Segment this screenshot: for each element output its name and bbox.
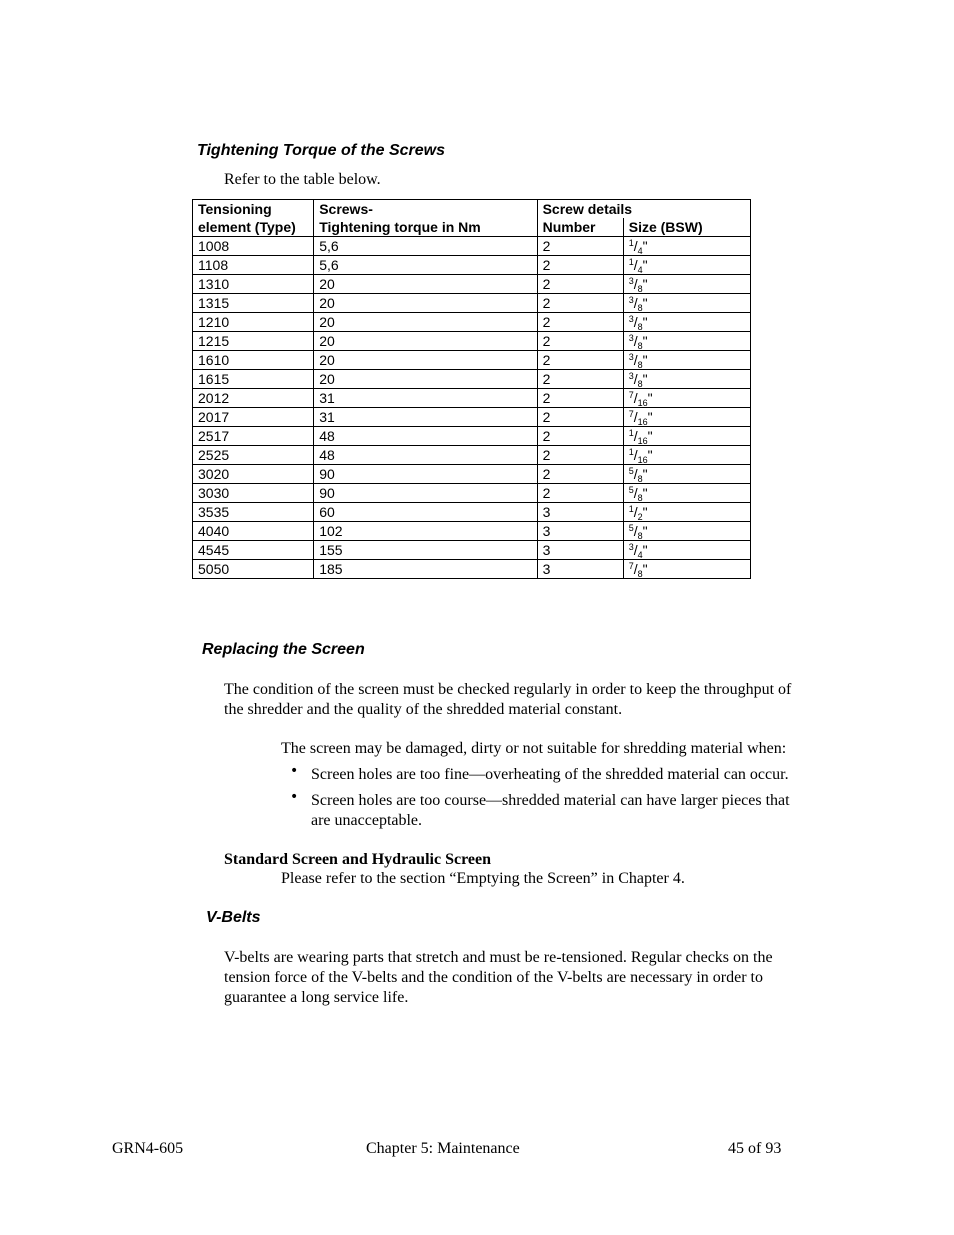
- fraction: $^1/_2$": [628, 504, 648, 522]
- cell-type: 1210: [193, 313, 314, 332]
- cell-size: [623, 446, 750, 465]
- fraction: $^5/_8$": [628, 523, 648, 541]
- cell-type: 1310: [193, 275, 314, 294]
- torque-table-body: [193, 237, 751, 579]
- fraction-numerator: 3: [628, 295, 634, 305]
- table-row: [193, 332, 751, 351]
- table-header-row-1: [193, 200, 751, 219]
- table-row: [193, 351, 751, 370]
- inch-mark: ": [642, 504, 648, 520]
- fraction-numerator: 7: [628, 390, 634, 400]
- fraction-numerator: 3: [628, 276, 634, 286]
- cell-size: [623, 541, 750, 560]
- inch-mark: ": [642, 542, 648, 558]
- fraction-denominator: 8: [637, 303, 643, 313]
- footer-doc-id: GRN4-605: [112, 1140, 184, 1157]
- cell-number: 2: [537, 370, 623, 389]
- fraction-numerator: 3: [628, 542, 634, 552]
- inch-mark: ": [642, 257, 648, 273]
- cell-type: 4040: [193, 522, 314, 541]
- cell-type: 2017: [193, 408, 314, 427]
- table-row: [193, 370, 751, 389]
- header-type-line2: element (Type): [193, 218, 314, 237]
- inch-mark: ": [642, 314, 648, 330]
- table-row: [193, 389, 751, 408]
- cell-size: [623, 465, 750, 484]
- fraction: $^3/_8$": [628, 352, 648, 370]
- cell-torque: 20: [314, 313, 537, 332]
- fraction-denominator: 8: [637, 379, 643, 389]
- cell-number: 2: [537, 256, 623, 275]
- fraction-numerator: 5: [628, 466, 634, 476]
- cell-type: 1215: [193, 332, 314, 351]
- table-row: [193, 313, 751, 332]
- cell-torque: 5,6: [314, 237, 537, 256]
- cell-number: 2: [537, 351, 623, 370]
- fraction-denominator: 4: [637, 246, 643, 256]
- table-row: [193, 484, 751, 503]
- screen-para-line2: the shredder and the quality of the shredded material constant.: [224, 701, 623, 718]
- table-row: [193, 446, 751, 465]
- section-title-vbelts: V-Belts: [206, 909, 261, 926]
- fraction: $^3/_8$": [628, 276, 648, 294]
- cell-size: [623, 522, 750, 541]
- cell-size: [623, 351, 750, 370]
- cell-number: 2: [537, 294, 623, 313]
- fraction-denominator: 16: [637, 455, 648, 465]
- fraction-denominator: 8: [637, 569, 643, 579]
- table-row: [193, 522, 751, 541]
- header-size: Size (BSW): [623, 218, 750, 237]
- fraction-numerator: 1: [628, 428, 634, 438]
- cell-size: [623, 484, 750, 503]
- inch-mark: ": [642, 238, 648, 254]
- cell-size: [623, 237, 750, 256]
- fraction-denominator: 8: [637, 360, 643, 370]
- fraction-numerator: 3: [628, 371, 634, 381]
- bullet-icon: •: [290, 763, 299, 779]
- table-header-row-2: [193, 218, 751, 237]
- fraction-numerator: 1: [628, 447, 634, 457]
- cell-size: [623, 332, 750, 351]
- fraction-denominator: 2: [637, 512, 643, 522]
- screen-para-line1: The condition of the screen must be checked regularly in order to keep the throughput of: [224, 681, 792, 698]
- cell-number: 2: [537, 313, 623, 332]
- table-row: [193, 541, 751, 560]
- inch-mark: ": [642, 295, 648, 311]
- inch-mark: ": [642, 371, 648, 387]
- cell-torque: 155: [314, 541, 537, 560]
- table-row: [193, 560, 751, 579]
- fraction-denominator: 8: [637, 284, 643, 294]
- fraction: $^1/_4$": [628, 257, 648, 275]
- cell-size: [623, 408, 750, 427]
- bullet-icon: •: [290, 789, 299, 805]
- cell-number: 3: [537, 541, 623, 560]
- cell-size: [623, 370, 750, 389]
- fraction-denominator: 8: [637, 322, 643, 332]
- cell-type: 3535: [193, 503, 314, 522]
- cell-number: 2: [537, 408, 623, 427]
- cell-type: 1315: [193, 294, 314, 313]
- header-number: Number: [537, 218, 623, 237]
- fraction-denominator: 8: [637, 531, 643, 541]
- inch-mark: ": [647, 447, 653, 463]
- table-row: [193, 294, 751, 313]
- cell-type: 2525: [193, 446, 314, 465]
- table-row: [193, 465, 751, 484]
- fraction-numerator: 1: [628, 504, 634, 514]
- cell-number: 3: [537, 503, 623, 522]
- section-title-screen: Replacing the Screen: [202, 641, 365, 658]
- torque-table: [192, 199, 751, 579]
- cell-type: 1008: [193, 237, 314, 256]
- header-torque-line2: Tightening torque in Nm: [314, 218, 537, 237]
- cell-number: 2: [537, 332, 623, 351]
- cell-torque: 102: [314, 522, 537, 541]
- fraction: $^7/_8$": [628, 561, 648, 579]
- fraction-denominator: 4: [637, 550, 643, 560]
- cell-number: 2: [537, 465, 623, 484]
- fraction: $^5/_8$": [628, 485, 648, 503]
- fraction-numerator: 7: [628, 409, 634, 419]
- inch-mark: ": [647, 390, 653, 406]
- table-row: [193, 427, 751, 446]
- fraction: $^3/_8$": [628, 333, 648, 351]
- table-intro-text: Refer to the table below.: [224, 171, 381, 188]
- table-row: [193, 237, 751, 256]
- sub-text-refer: Please refer to the section “Emptying the Screen” in Chapter 4.: [281, 870, 685, 887]
- fraction-numerator: 3: [628, 314, 634, 324]
- cell-type: 3030: [193, 484, 314, 503]
- cell-number: 2: [537, 275, 623, 294]
- cell-size: [623, 560, 750, 579]
- cell-size: [623, 294, 750, 313]
- fraction-denominator: 16: [637, 417, 648, 427]
- footer-page-number: 45 of 93: [728, 1140, 782, 1157]
- table-row: [193, 275, 751, 294]
- cell-type: 5050: [193, 560, 314, 579]
- cell-number: 3: [537, 560, 623, 579]
- inch-mark: ": [642, 523, 648, 539]
- cell-number: 2: [537, 484, 623, 503]
- fraction: $^3/_8$": [628, 314, 648, 332]
- cell-size: [623, 427, 750, 446]
- cell-torque: 31: [314, 408, 537, 427]
- cell-torque: 20: [314, 275, 537, 294]
- section-title-torque: Tightening Torque of the Screws: [197, 142, 446, 159]
- cell-torque: 20: [314, 351, 537, 370]
- cell-number: 3: [537, 522, 623, 541]
- fraction-numerator: 7: [628, 561, 634, 571]
- fraction: $^3/_4$": [628, 542, 648, 560]
- table-row: [193, 408, 751, 427]
- cell-torque: 20: [314, 370, 537, 389]
- fraction-numerator: 1: [628, 257, 634, 267]
- cell-size: [623, 256, 750, 275]
- sub-heading-standard-screen: Standard Screen and Hydraulic Screen: [224, 851, 491, 868]
- fraction-denominator: 8: [637, 493, 643, 503]
- cell-torque: 48: [314, 446, 537, 465]
- cell-torque: 5,6: [314, 256, 537, 275]
- vbelts-para-line3: guarantee a long service life.: [224, 989, 409, 1006]
- fraction-numerator: 3: [628, 352, 634, 362]
- header-torque-line1: Screws-: [314, 200, 537, 219]
- cell-type: 1610: [193, 351, 314, 370]
- fraction-numerator: 1: [628, 238, 634, 248]
- cell-torque: 60: [314, 503, 537, 522]
- cell-torque: 31: [314, 389, 537, 408]
- inch-mark: ": [642, 276, 648, 292]
- table-row: [193, 503, 751, 522]
- cell-size: [623, 313, 750, 332]
- fraction-denominator: 8: [637, 341, 643, 351]
- fraction: $^5/_8$": [628, 466, 648, 484]
- fraction: $^3/_8$": [628, 295, 648, 313]
- inch-mark: ": [642, 561, 648, 577]
- vbelts-para-line2: tension force of the V-belts and the condition of the V-belts are necessary in order to: [224, 969, 763, 986]
- cell-size: [623, 389, 750, 408]
- bullet-item-2-line1: Screen holes are too course—shredded material can have larger pieces that: [311, 792, 790, 809]
- screen-list-intro: The screen may be damaged, dirty or not suitable for shredding material when:: [281, 740, 787, 757]
- fraction: $^1/_{16}$": [628, 447, 653, 465]
- fraction-denominator: 8: [637, 474, 643, 484]
- cell-size: [623, 275, 750, 294]
- table-row: [193, 256, 751, 275]
- fraction: $^1/_4$": [628, 238, 648, 256]
- inch-mark: ": [647, 409, 653, 425]
- inch-mark: ": [642, 485, 648, 501]
- cell-number: 2: [537, 427, 623, 446]
- cell-torque: 48: [314, 427, 537, 446]
- fraction-numerator: 5: [628, 523, 634, 533]
- fraction-denominator: 16: [637, 436, 648, 446]
- bullet-item-2-line2: are unacceptable.: [311, 812, 423, 829]
- cell-type: 2012: [193, 389, 314, 408]
- cell-type: 1615: [193, 370, 314, 389]
- cell-number: 2: [537, 389, 623, 408]
- inch-mark: ": [642, 333, 648, 349]
- header-screw-details: Screw details: [537, 200, 750, 219]
- cell-type: 3020: [193, 465, 314, 484]
- cell-number: 2: [537, 237, 623, 256]
- header-type-line1: Tensioning: [193, 200, 314, 219]
- cell-type: 1108: [193, 256, 314, 275]
- bullet-item-1: Screen holes are too fine—overheating of the shredded material can occur.: [311, 766, 789, 783]
- fraction-denominator: 4: [637, 265, 643, 275]
- inch-mark: ": [642, 352, 648, 368]
- cell-number: 2: [537, 446, 623, 465]
- fraction: $^7/_{16}$": [628, 409, 653, 427]
- fraction-numerator: 3: [628, 333, 634, 343]
- cell-torque: 90: [314, 484, 537, 503]
- fraction: $^1/_{16}$": [628, 428, 653, 446]
- inch-mark: ": [647, 428, 653, 444]
- cell-torque: 20: [314, 332, 537, 351]
- cell-torque: 185: [314, 560, 537, 579]
- cell-torque: 90: [314, 465, 537, 484]
- fraction-denominator: 16: [637, 398, 648, 408]
- fraction: $^7/_{16}$": [628, 390, 653, 408]
- fraction-numerator: 5: [628, 485, 634, 495]
- vbelts-para-line1: V-belts are wearing parts that stretch and must be re-tensioned. Regular checks on the: [224, 949, 773, 966]
- cell-type: 4545: [193, 541, 314, 560]
- fraction: $^3/_8$": [628, 371, 648, 389]
- inch-mark: ": [642, 466, 648, 482]
- cell-size: [623, 503, 750, 522]
- cell-torque: 20: [314, 294, 537, 313]
- footer-chapter: Chapter 5: Maintenance: [366, 1140, 520, 1157]
- cell-type: 2517: [193, 427, 314, 446]
